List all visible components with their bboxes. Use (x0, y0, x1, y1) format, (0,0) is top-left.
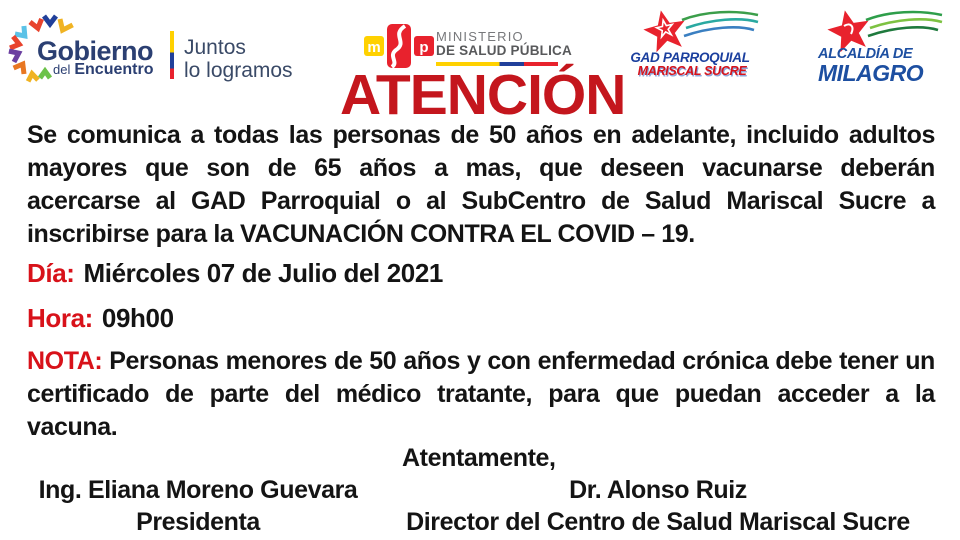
closing-text: Atentamente, (402, 444, 556, 472)
flag-divider-bar (170, 31, 174, 79)
paragraph-line: acercarse al GAD Parroquial o al SubCentro de Salud Mariscal Sucre a (27, 187, 935, 215)
day-row (27, 258, 443, 289)
gobierno-encuentro-text: Encuentro (74, 61, 154, 78)
signature-left-title: Presidenta (136, 508, 260, 536)
note-label: NOTA: (27, 347, 103, 375)
msp-letter-m: m (367, 39, 381, 56)
note-line: vacuna. (27, 413, 118, 441)
slogan-line1: Juntos (184, 36, 246, 59)
paragraph-line: Se comunica a todas las personas de 50 años en adelante, incluido adultos (27, 121, 935, 149)
gad-parroquial-text: GAD PARROQUIAL (630, 50, 750, 65)
milagro-text: MILAGRO (818, 60, 924, 86)
gad-mariscal-sucre-text: MARISCAL SUCRE (637, 64, 747, 78)
signature-right (400, 474, 916, 538)
gobierno-wordmark: Gobierno (37, 36, 153, 66)
time-label: Hora: (27, 303, 93, 333)
signature-right-title: Director del Centro de Salud Mariscal Sucre (406, 508, 910, 536)
time-row (27, 303, 174, 334)
slogan-line2: lo logramos (184, 59, 293, 82)
gad-star-comet-icon (640, 8, 760, 52)
msp-ministerio-text: MINISTERIO (436, 29, 524, 44)
gobierno-wordmark-line2 (53, 61, 153, 79)
day-label: Día: (27, 258, 75, 288)
day-value: Miércoles 07 de Julio del 2021 (83, 258, 443, 288)
note-line: NOTA: Personas menores de 50 años y con enfermedad crónica debe tener un (27, 347, 935, 380)
page-title: ATENCIÓN (340, 63, 626, 127)
signature-left-name: Ing. Eliana Moreno Guevara (38, 476, 358, 504)
note-line: certificado de parte del médico tratante, para que puedan acceder a la (27, 380, 935, 408)
gobierno-del-text: del (53, 62, 71, 77)
gobierno-slogan (184, 36, 293, 82)
msp-letter-p: p (419, 39, 429, 56)
alcaldia-de-text: ALCALDÍA DE (818, 46, 913, 62)
paragraph-line: inscribirse para la VACUNACIÓN CONTRA EL COVID – 19. (27, 220, 695, 248)
signature-left (18, 474, 378, 538)
announcement-paragraph (27, 121, 935, 253)
time-value: 09h00 (101, 303, 174, 333)
paragraph-line: mayores que son de 65 años a mas, que deseen vacunarse deberán (27, 154, 935, 182)
msp-salud-publica-text: DE SALUD PÚBLICA (436, 43, 572, 58)
signature-right-name: Dr. Alonso Ruiz (569, 476, 747, 504)
note-block (27, 347, 935, 446)
